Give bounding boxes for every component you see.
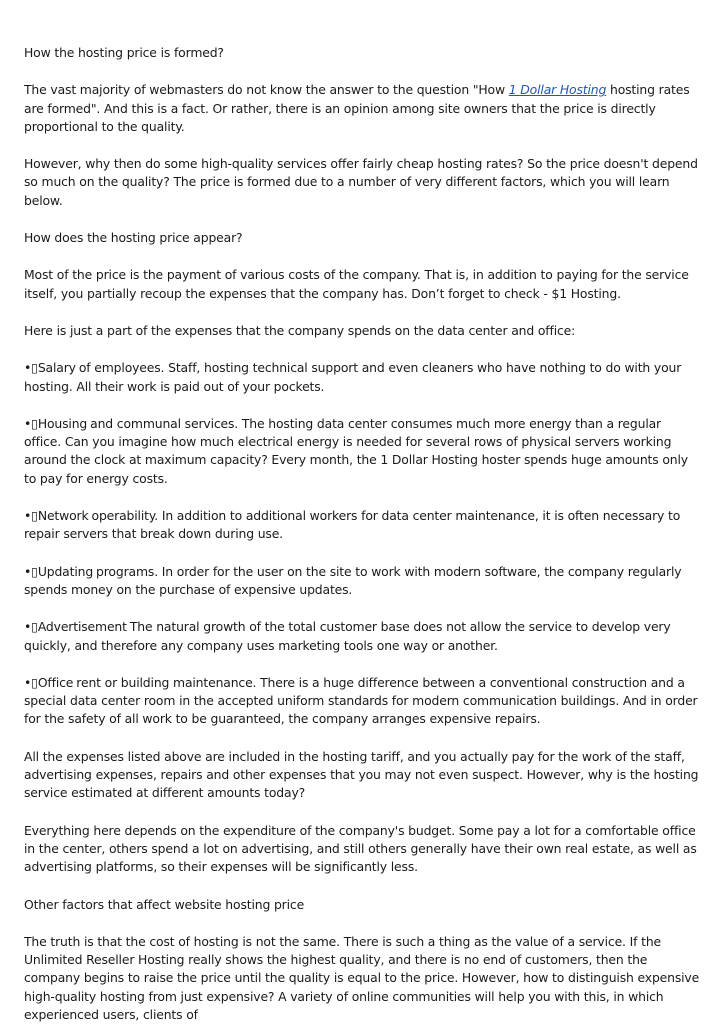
- bullet-heading: Office: [37, 674, 74, 690]
- bullet-text: of employees. Staff, hosting technical support and even cleaners who have nothing to do with your hosting. All their work is paid out of your pockets.: [24, 360, 682, 394]
- bullet-heading: Network: [37, 508, 89, 524]
- section-heading: How the hosting price is formed?: [24, 45, 224, 60]
- paragraph: However, why then do some high-quality services offer fairly cheap hosting rates? So the price doesn't depend so much on the quality? The price is formed due to a number of very different factors, which you will learn below.: [24, 156, 698, 208]
- paragraph: All the expenses listed above are included in the hosting tariff, and you actually pay for the work of the staff, advertising expenses, repairs and other expenses that you may not even suspect. However, why is the hosting service estimated at different amounts today?: [24, 748, 699, 801]
- bullet-item: [24, 618, 700, 655]
- bullet-item: [24, 563, 700, 600]
- paragraph: The truth is that the cost of hosting is not the same. There is such a thing as the value of a service. If the Unlimited Reseller Hosting really shows the highest quality, and there is no end of customers, then the company begins to raise the price until the quality is equal to the price. However, how to distinguish expensive high-quality hosting from just expensive? A variety of online communities will help you with this, in which experienced users, clients of: [24, 933, 700, 1022]
- bullet-heading: Updating: [37, 563, 94, 579]
- section-heading: Other factors that affect website hosting price: [24, 896, 305, 912]
- paragraph: [24, 81, 700, 136]
- section-heading: How does the hosting price appear?: [24, 230, 243, 246]
- bullet-text: rent or building maintenance. There is a huge difference between a conventional construction and a special data center room in the accepted uniform standards for modern communication buildings. And in order for the safety of all work to be guaranteed, the company arranges expensive repairs.: [24, 674, 698, 727]
- bullet-item: [24, 507, 700, 544]
- dollar-hosting-link[interactable]: 1 Dollar Hosting: [508, 82, 607, 98]
- paragraph-text: The vast majority of webmasters do not know the answer to the question "How: [24, 82, 509, 98]
- paragraph: Most of the price is the payment of various costs of the company. That is, in addition to paying for the service itself, you partially recoup the expenses that the company has. Don’t forget to check - $1 Hosting.: [24, 267, 689, 301]
- bullet-heading: Salary: [37, 360, 76, 376]
- bullet-icon: •▯: [24, 415, 38, 431]
- bullet-item: [24, 415, 700, 488]
- bullet-text: programs. In order for the user on the site to work with modern software, the company regularly spends money on the purchase of expensive updates.: [24, 563, 682, 597]
- paragraph: Everything here depends on the expenditure of the company's budget. Some pay a lot for a comfortable office in the center, others spend a lot on advertising, and still others generally have their own real estate, as well as advertising platforms, so their expenses will be significantly less.: [24, 822, 697, 875]
- bullet-item: [24, 674, 700, 729]
- bullet-heading: Advertisement: [37, 619, 127, 635]
- bullet-text: and communal services. The hosting data center consumes much more energy than a regular office. Can you imagine how much electrical energy is needed for several rows of physical servers working around the clock at maximum capacity? Every month, the 1 Dollar Hosting hoster spends huge amounts only to pay for energy costs.: [24, 415, 688, 486]
- bullet-heading: Housing: [37, 415, 88, 431]
- bullet-text: operability. In addition to additional workers for data center maintenance, it is often necessary to repair servers that break down during use.: [24, 508, 681, 542]
- bullet-icon: •▯: [24, 563, 38, 579]
- bullet-item: [24, 359, 700, 396]
- paragraph: Here is just a part of the expenses that the company spends on the data center and office:: [24, 322, 576, 338]
- bullet-icon: •▯: [24, 508, 38, 524]
- bullet-text: The natural growth of the total customer base does not allow the service to develop very quickly, and therefore any company uses marketing tools one way or another.: [24, 619, 671, 653]
- bullet-icon: •▯: [24, 674, 38, 690]
- bullet-icon: •▯: [24, 619, 38, 635]
- paragraph-text: hosting rates are formed". And this is a fact. Or rather, there is an opinion among site owners that the price is directly proportional to the quality.: [24, 82, 690, 134]
- bullet-icon: •▯: [24, 360, 38, 376]
